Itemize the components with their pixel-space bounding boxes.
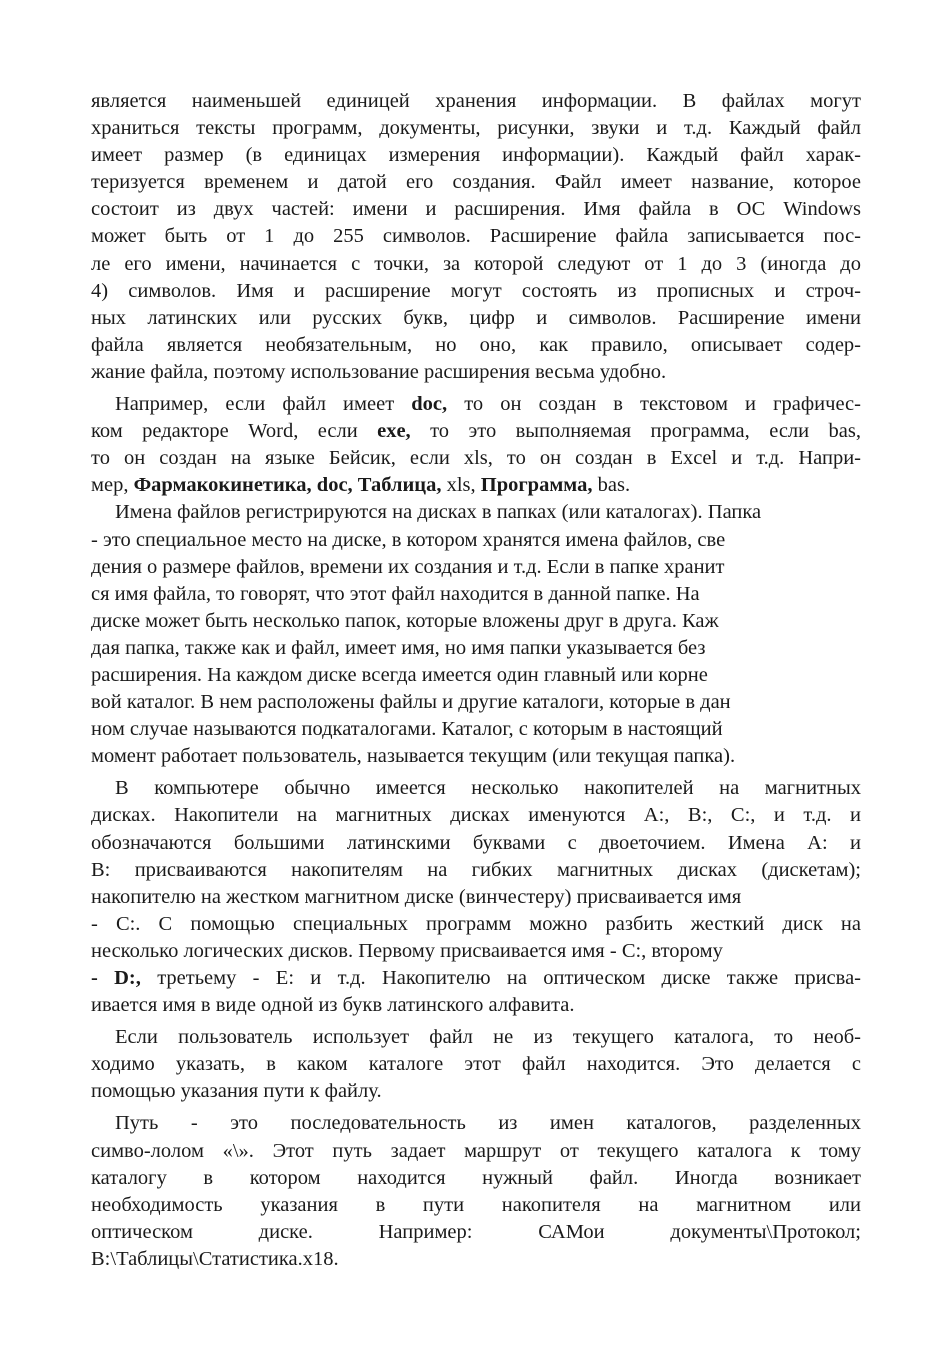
text-line: Путь - это последовательность из имен каталогов, разделенных [115, 1112, 861, 1135]
text-line: то он создан на языке Бейсик, если xls, то он создан в Excel и т.д. Напри- [91, 447, 861, 470]
text-line: может быть от 1 до 255 символов. Расширение файла записывается пос- [91, 225, 861, 248]
text-line: ле его имени, начинается с точки, за которой следуют от 1 до 3 (иногда до [91, 252, 861, 275]
text-line: храниться тексты программ, документы, рисунки, звуки и т.д. Каждый файл [91, 117, 861, 140]
text-line: ных латинских или русских букв, цифр и символов. Расширение имени [91, 306, 861, 329]
text-line: 4) символов. Имя и расширение могут состоять из прописных и строч- [91, 279, 861, 302]
bold-term: exe, [377, 420, 411, 443]
paragraph-path [91, 1110, 861, 1273]
paragraph-current-catalog [91, 1024, 861, 1105]
text-line: обозначаются большими латинскими буквами с двоеточием. Имена А: и [91, 831, 861, 854]
document-page [91, 88, 861, 1273]
text-line: ходимо указать, в каком каталоге этот файл находится. Это делается с [91, 1053, 861, 1076]
text-line: В:\Таблицы\Статистика.х18. [91, 1247, 339, 1270]
text-line: ком редакторе Word, если exe, то это выполняемая программа, если bas, [91, 420, 861, 443]
bold-term: - D:, [91, 967, 141, 989]
bold-term: Фармакокинетика, doc, Таблица, [133, 474, 442, 497]
text-line: является наименьшей единицей хранения информации. В файлах могут [91, 90, 861, 112]
text-line: необходимость указания в пути накопителя на магнитном или [91, 1193, 861, 1216]
text-line: ном случае называются подкаталогами. Каталог, с которым в настоящий [91, 718, 723, 741]
text-line: теризуется временем и датой его создания. Файл имеет название, которое [91, 171, 861, 194]
text-line: вой каталог. В нем расположены файлы и другие каталоги, которые в дан [91, 691, 731, 714]
text-line: жание файла, поэтому использование расширения весьма удобно. [91, 360, 667, 383]
text-line: ся имя файла, то говорят, что этот файл находится в данной папке. На [91, 582, 700, 605]
paragraph-extensions-example [91, 391, 861, 499]
text-line: ивается имя в виде одной из букв латинского алфавита. [91, 994, 575, 1017]
text-line: Имена файлов регистрируются на дисках в папках (или каталогах). Папка [115, 501, 762, 524]
text-line: расширения. На каждом диске всегда имеется один главный или корне [91, 663, 708, 686]
text-line: дая папка, также как и файл, имеет имя, но имя папки указывается без [91, 636, 706, 659]
bold-term: Программа, [480, 474, 593, 497]
text-line: - это специальное место на диске, в котором хранятся имена файлов, све [91, 528, 726, 551]
text-line: - С:. С помощью специальных программ можно разбить жесткий диск на [91, 912, 861, 935]
text-line: симво-лолом «\». Этот путь задает маршрут от текущего каталога к тому [91, 1139, 861, 1162]
text-line: имеет размер (в единицах измерения информации). Каждый файл харак- [91, 144, 861, 167]
text-line: дисках. Накопители на магнитных дисках именуются А:, В:, С:, и т.д. и [91, 804, 861, 827]
text-line: диске может быть несколько папок, которые вложены друг в друга. Каж [91, 609, 719, 632]
paragraph-folders [91, 499, 861, 770]
text-line: состоит из двух частей: имени и расширения. Имя файла в ОС Windows [91, 198, 861, 221]
text-line: момент работает пользователь, называется текущим (или текущая папка). [91, 745, 736, 768]
bold-term: doc, [411, 393, 448, 416]
text-line: помощью указания пути к файлу. [91, 1080, 382, 1103]
text-line: - D:, третьему - Е: и т.д. Накопителю на оптическом диске также присва- [91, 967, 861, 989]
text-line: накопителю на жестком магнитном диске (винчестеру) присваивается имя [91, 885, 742, 908]
text-line: дения о размере файлов, времени их создания и т.д. Если в папке хранит [91, 555, 725, 578]
text-line: Например, если файл имеет doc, то он создан в текстовом и графичес- [115, 393, 861, 416]
paragraph-drives [91, 775, 861, 1019]
text-line: файла является необязательным, но оно, как правило, описывает содер- [91, 333, 861, 356]
text-line: мер, Фармакокинетика, doc, Таблица, xls, Программа, bas. [91, 474, 631, 497]
text-line: Если пользователь использует файл не из текущего каталога, то необ- [115, 1026, 861, 1049]
text-line: В компьютере обычно имеется несколько накопителей на магнитных [115, 777, 861, 800]
text-line: В: присваиваются накопителям на гибких магнитных дисках (дискетам); [91, 858, 861, 881]
paragraph-files-intro [91, 88, 861, 386]
text-line: каталогу в котором находится нужный файл. Иногда возникает [91, 1166, 861, 1189]
text-line: оптическом диске. Например: САМои документы\Протокол; [91, 1220, 861, 1243]
text-line: несколько логических дисков. Первому присваивается имя - С:, второму [91, 939, 723, 962]
